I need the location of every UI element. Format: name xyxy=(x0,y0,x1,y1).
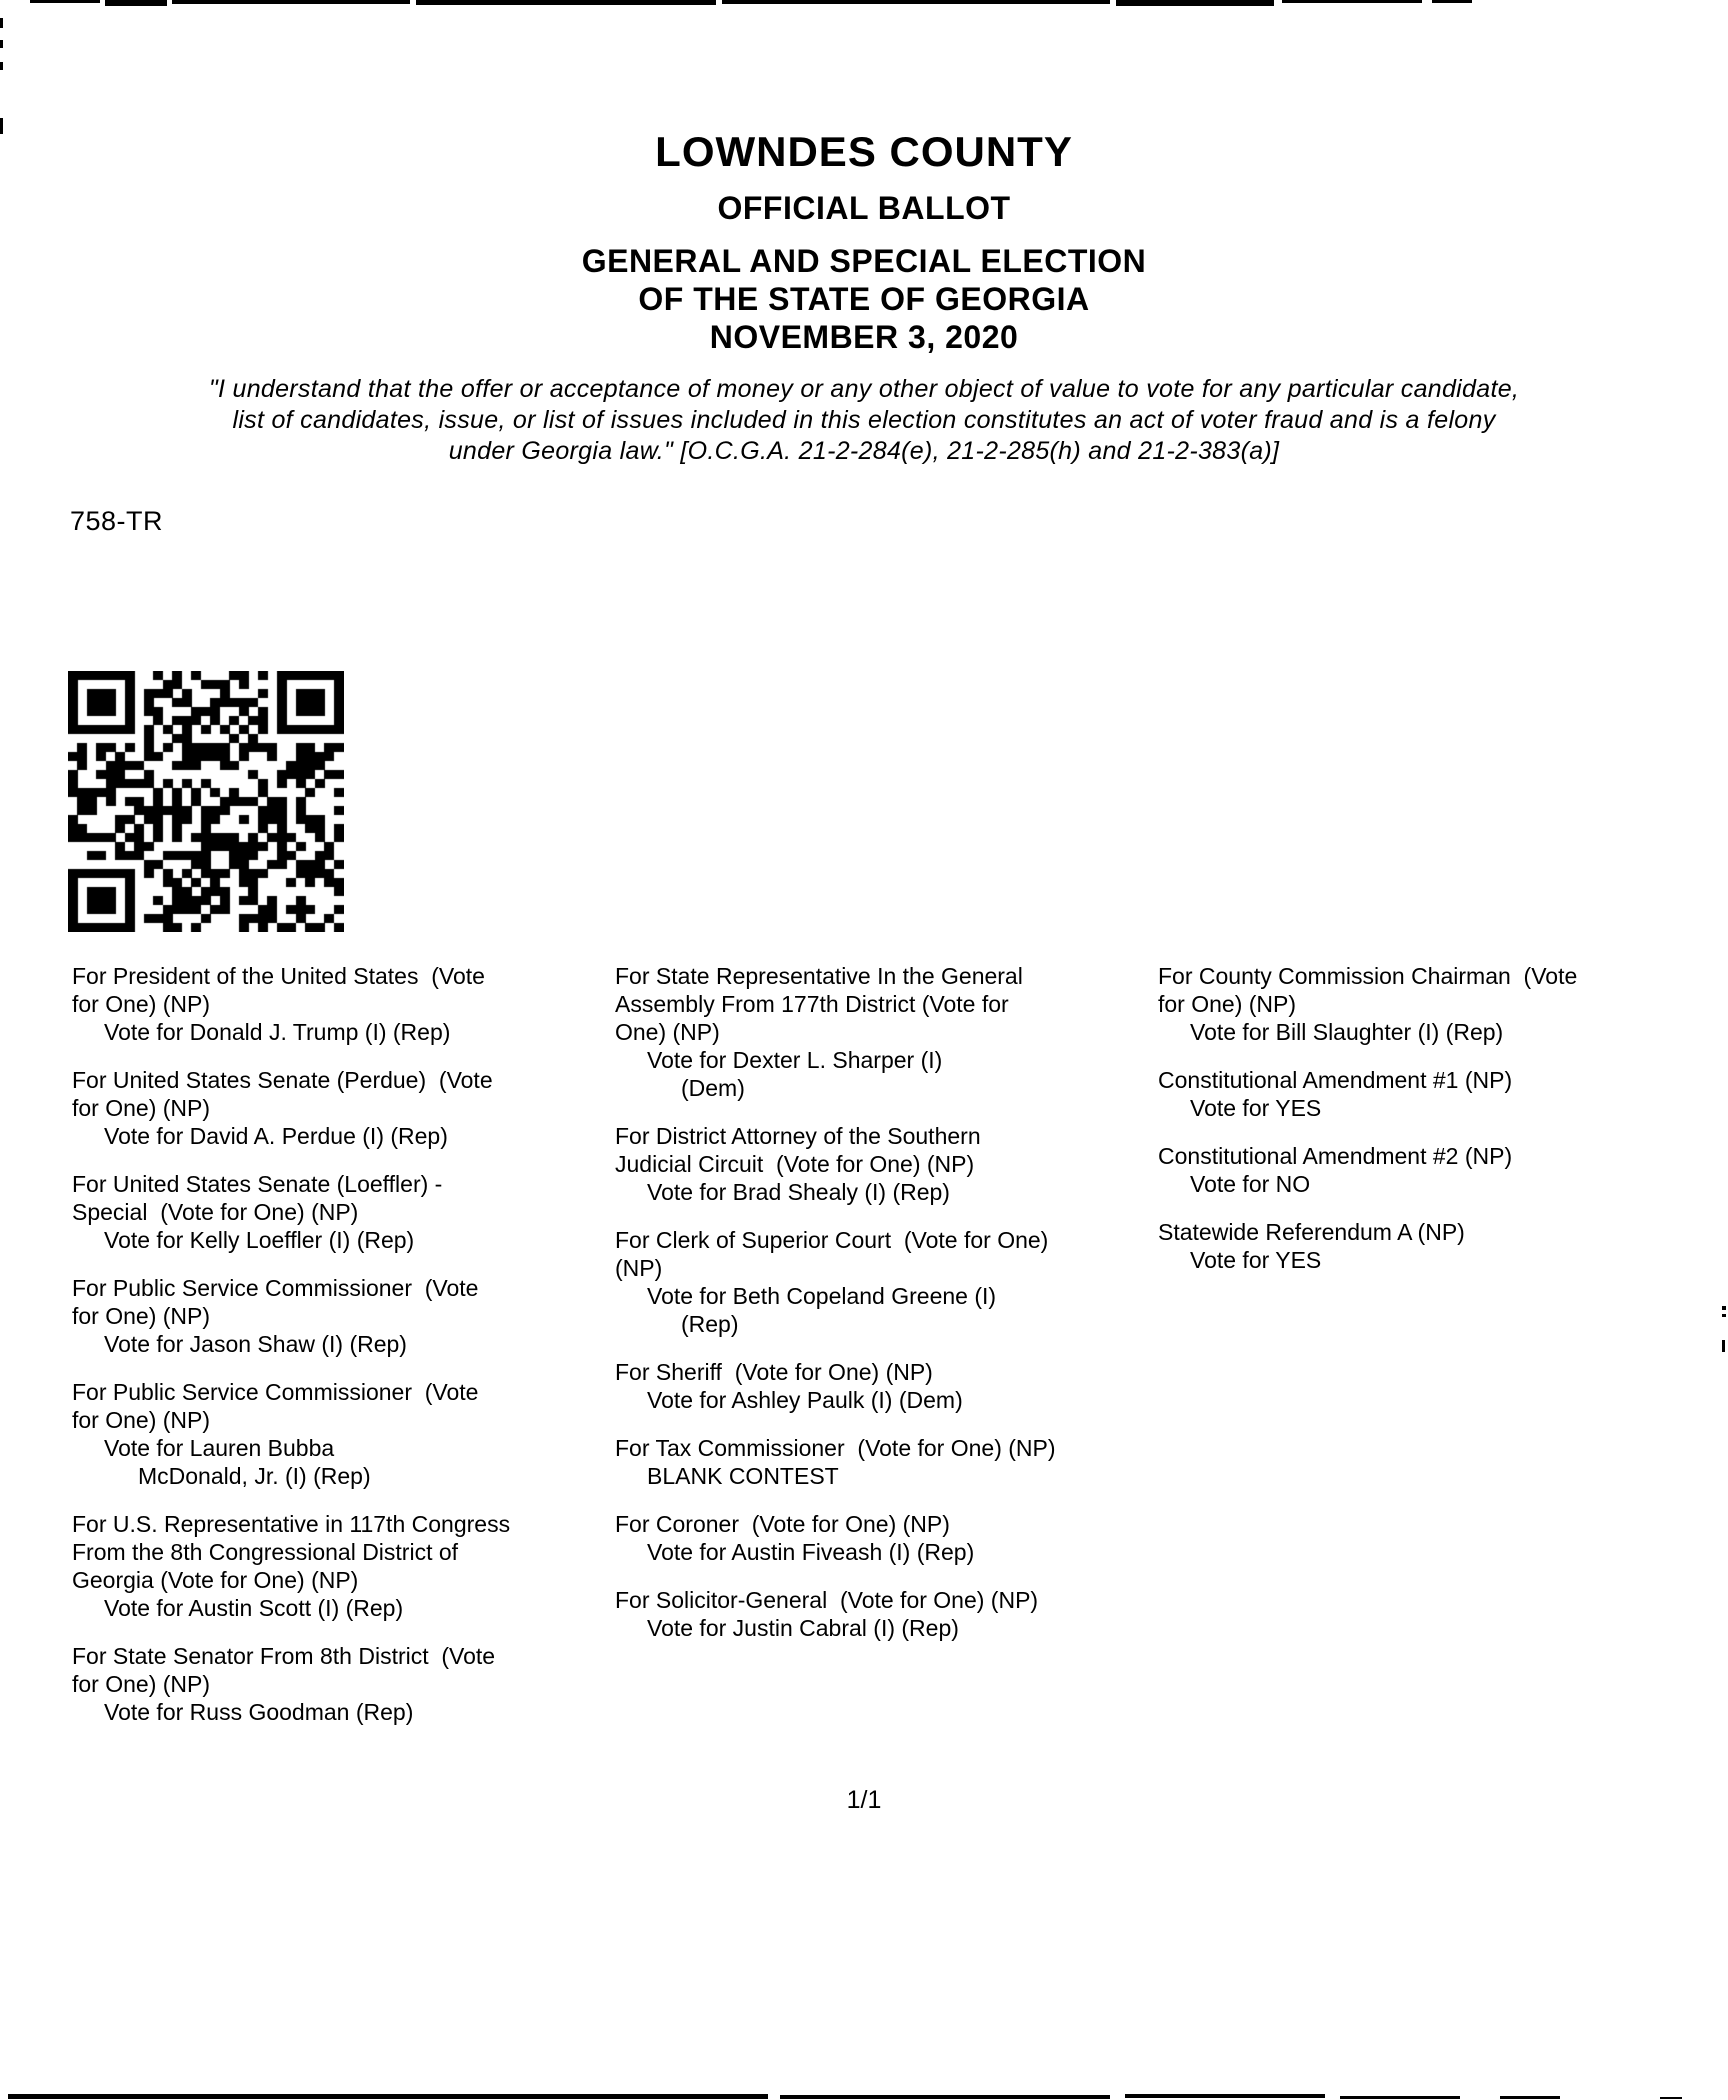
contest-title-line: For U.S. Representative in 117th Congress xyxy=(72,1511,511,1537)
contest-title-line: for One) (NP) xyxy=(72,991,211,1017)
contest-title-line: (NP) xyxy=(615,1255,663,1281)
disclaimer-line: list of candidates, issue, or list of issues included in this election constitutes an act of voter fraud and is a felony xyxy=(232,406,1496,434)
scan-artifact xyxy=(1722,1340,1725,1352)
contest-title-line: for One) (NP) xyxy=(72,1095,211,1121)
page-number: 1/1 xyxy=(846,1786,882,1814)
vote-choice-line: Vote for NO xyxy=(1190,1171,1311,1197)
vote-choice-continuation: (Rep) xyxy=(681,1311,739,1337)
contest-column xyxy=(1158,962,1698,1746)
disclaimer-line: under Georgia law." [O.C.G.A. 21-2-284(e), 21-2-285(h) and 21-2-383(a)] xyxy=(448,437,1280,465)
contest-block xyxy=(1158,1142,1698,1198)
contest-block xyxy=(72,1274,615,1358)
contest-title-line: Constitutional Amendment #1 (NP) xyxy=(1158,1067,1513,1093)
vote-choice-line: Vote for Dexter L. Sharper (I) xyxy=(647,1047,943,1073)
scan-artifact xyxy=(8,2094,768,2099)
scan-artifact xyxy=(1125,2094,1325,2098)
scan-artifact xyxy=(105,0,167,6)
vote-choice-line: Vote for Russ Goodman (Rep) xyxy=(104,1699,414,1725)
scan-artifact xyxy=(1660,2097,1682,2099)
vote-choice-continuation: (Dem) xyxy=(681,1075,745,1101)
contest-title-line: For Sheriff (Vote for One) (NP) xyxy=(615,1359,933,1385)
voter-fraud-disclaimer xyxy=(0,374,1728,467)
election-title-line: OF THE STATE OF GEORGIA xyxy=(638,281,1090,317)
scan-artifact xyxy=(0,40,3,48)
contest-title-line: For President of the United States (Vote xyxy=(72,963,485,989)
contest-title-line: Constitutional Amendment #2 (NP) xyxy=(1158,1143,1513,1169)
contest-title-line: Judicial Circuit (Vote for One) (NP) xyxy=(615,1151,975,1177)
contest-title-line: for One) (NP) xyxy=(1158,991,1297,1017)
county-title: LOWNDES COUNTY xyxy=(655,128,1073,175)
election-title xyxy=(0,242,1728,356)
contest-block xyxy=(615,1226,1158,1338)
contest-title-line: For Public Service Commissioner (Vote xyxy=(72,1379,479,1405)
contest-block xyxy=(615,1434,1158,1490)
scan-artifact xyxy=(0,62,3,70)
contest-title-line: for One) (NP) xyxy=(72,1407,211,1433)
contest-title-line: From the 8th Congressional District of xyxy=(72,1539,459,1565)
vote-choice-line: Vote for David A. Perdue (I) (Rep) xyxy=(104,1123,448,1149)
vote-choice-line: Vote for Austin Fiveash (I) (Rep) xyxy=(647,1539,975,1565)
vote-choice-line: Vote for Beth Copeland Greene (I) xyxy=(647,1283,997,1309)
vote-choice-line: Vote for Bill Slaughter (I) (Rep) xyxy=(1190,1019,1504,1045)
contest-block xyxy=(72,1510,615,1622)
vote-choice-line: Vote for Brad Shealy (I) (Rep) xyxy=(647,1179,950,1205)
vote-choice-line: Vote for Justin Cabral (I) (Rep) xyxy=(647,1615,959,1641)
election-title-line: NOVEMBER 3, 2020 xyxy=(709,319,1019,355)
vote-choice-line: Vote for Donald J. Trump (I) (Rep) xyxy=(104,1019,451,1045)
contest-block xyxy=(1158,1218,1698,1274)
contest-block xyxy=(72,1642,615,1726)
ballot-style-code: 758-TR xyxy=(70,506,164,536)
vote-choice-line: Vote for YES xyxy=(1190,1247,1322,1273)
contest-title-line: For Coroner (Vote for One) (NP) xyxy=(615,1511,950,1537)
contest-column xyxy=(615,962,1158,1746)
contest-title-line: For Public Service Commissioner (Vote xyxy=(72,1275,479,1301)
disclaimer-line: "I understand that the offer or acceptance of money or any other object of value to vote for any particular candidate, xyxy=(208,375,1520,403)
scan-artifact xyxy=(1116,0,1274,6)
contest-title-line: for One) (NP) xyxy=(72,1671,211,1697)
ballot-type-title: OFFICIAL BALLOT xyxy=(717,190,1011,226)
scan-artifact xyxy=(416,0,716,5)
contest-title-line: For Tax Commissioner (Vote for One) (NP) xyxy=(615,1435,1056,1461)
qr-code xyxy=(68,671,344,932)
contest-title-line: for One) (NP) xyxy=(72,1303,211,1329)
contest-block xyxy=(615,1358,1158,1414)
scan-artifact xyxy=(722,0,1110,4)
contest-columns xyxy=(72,962,1698,1746)
contest-title-line: For State Representative In the General xyxy=(615,963,1023,989)
contest-title-line: For United States Senate (Perdue) (Vote xyxy=(72,1067,493,1093)
scan-artifact xyxy=(30,0,100,3)
vote-choice-line: Vote for Austin Scott (I) (Rep) xyxy=(104,1595,404,1621)
scan-artifact xyxy=(1432,0,1472,3)
contest-block xyxy=(72,1378,615,1490)
contest-title-line: For District Attorney of the Southern xyxy=(615,1123,981,1149)
contest-block xyxy=(615,1510,1158,1566)
vote-choice-line: Vote for YES xyxy=(1190,1095,1322,1121)
contest-title-line: Special (Vote for One) (NP) xyxy=(72,1199,359,1225)
contest-block xyxy=(72,962,615,1046)
vote-choice-line: Vote for Ashley Paulk (I) (Dem) xyxy=(647,1387,963,1413)
contest-title-line: Georgia (Vote for One) (NP) xyxy=(72,1567,359,1593)
vote-choice-line: BLANK CONTEST xyxy=(647,1463,839,1489)
scan-artifact xyxy=(780,2095,1110,2099)
contest-column xyxy=(72,962,615,1746)
contest-title-line: For State Senator From 8th District (Vote xyxy=(72,1643,496,1669)
contest-block xyxy=(1158,962,1698,1046)
contest-title-line: For Solicitor-General (Vote for One) (NP) xyxy=(615,1587,1039,1613)
scan-artifact xyxy=(1282,0,1422,3)
contest-block xyxy=(615,1122,1158,1206)
contest-title-line: One) (NP) xyxy=(615,1019,720,1045)
vote-choice-line: Vote for Kelly Loeffler (I) (Rep) xyxy=(104,1227,415,1253)
contest-block xyxy=(615,962,1158,1102)
vote-choice-line: Vote for Jason Shaw (I) (Rep) xyxy=(104,1331,407,1357)
contest-title-line: Assembly From 177th District (Vote for xyxy=(615,991,1009,1017)
election-title-line: GENERAL AND SPECIAL ELECTION xyxy=(581,243,1147,279)
scan-artifact xyxy=(1500,2096,1560,2099)
scan-artifact xyxy=(172,0,410,4)
contest-block xyxy=(72,1170,615,1254)
vote-choice-line: Vote for Lauren Bubba xyxy=(104,1435,335,1461)
contest-block xyxy=(615,1586,1158,1642)
contest-title-line: Statewide Referendum A (NP) xyxy=(1158,1219,1465,1245)
contest-title-line: For Clerk of Superior Court (Vote for One) xyxy=(615,1227,1049,1253)
contest-block xyxy=(72,1066,615,1150)
contest-title-line: For United States Senate (Loeffler) - xyxy=(72,1171,443,1197)
scan-artifact xyxy=(1722,1306,1726,1310)
contest-block xyxy=(1158,1066,1698,1122)
vote-choice-continuation: McDonald, Jr. (I) (Rep) xyxy=(138,1463,371,1489)
scan-artifact xyxy=(1340,2096,1460,2099)
contest-title-line: For County Commission Chairman (Vote xyxy=(1158,963,1578,989)
scan-artifact xyxy=(1722,1314,1726,1317)
scan-artifact xyxy=(0,18,3,28)
